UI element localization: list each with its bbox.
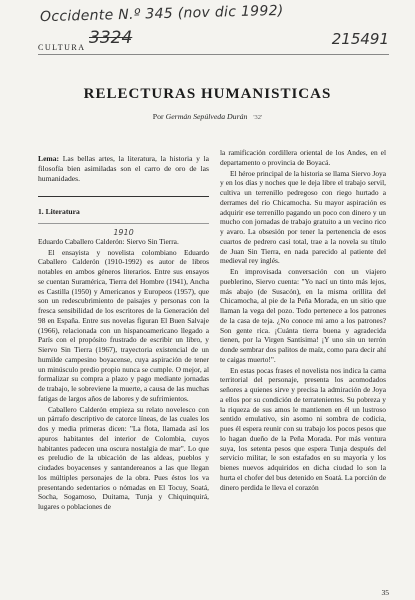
epigraph-label: Lema:: [38, 154, 60, 163]
left-column: [38, 148, 209, 512]
epigraph-text: Las bellas artes, la literatura, la historia y la filosofía bien asimiladas son el carro de oro de las humanidades.: [38, 154, 209, 183]
paragraph: El ensayista y novelista colombiano Eduardo Caballero Calderón (1910-1992) es autor de libros notables en ambos géneros literarios. Entre sus ensayos se cuentan Suramérica, Tierra del Hombre (1941), Ancha es Castilla (1950) y Americanos y Europeos (1957), que son un redescubrimiento de paisajes y personas con la fresca sensibilidad de los escritores de la Generación del 98 en España. Entre sus novelas figuran El Buen Salvaje (1966), relacionada con un hispanoamericano llegado a París con el propósito frustrado de escribir un libro, y Siervo Sin Tierra (1967), trayectoria existencial de un humilde campesino boyacense, cuya aspiración de tener un minúsculo predio propio nunca se cumple. O mejor, al formalizar su compra a plazo y pago mediante jornadas de trabajo, le sobreviene la muerte, a causa de las muchas fatigas de largos años de labores y de sufrimientos.: [38, 247, 209, 403]
byline-prefix: Por: [152, 112, 164, 121]
byline: [0, 112, 415, 121]
handwritten-reference: Occidente N.º 345 (nov dic 1992): [39, 2, 284, 26]
handwritten-note: '32': [253, 114, 263, 121]
right-column: [220, 148, 386, 492]
paragraph: la ramificación cordillera oriental de los Andes, en el departamento o provincia de Boyacá.: [220, 148, 386, 167]
section-heading: 1. Literatura: [38, 207, 80, 216]
paragraph: Caballero Calderón empieza su relato novelesco con un párrafo descriptivo de catorce líneas, de las cuales los dos y media primeras dicen: "La flota, llamada así los apuros habitantes del interior de Colombia, cuyos habitantes padecen una oscura nostalgia de mar". Lo que es preludio de la ubicación de las aldeas, pueblos y ciudades boyacenses y santandereanos a las que llegan los múltiples personajes de la obra. Pues éstos los va presentando sedentarios o nómadas en El Tocuy, Soatá, Socha, Sogamoso, Duitama, Tunja y Chiquinquirá, lugares o poblaciones de: [38, 404, 209, 511]
article-title: RELECTURAS HUMANISTICAS: [83, 86, 332, 102]
section-heading-rule: [38, 223, 209, 224]
section-rule: [38, 196, 209, 197]
epigraph: [38, 154, 209, 184]
paragraph: Eduardo Caballero Calderón: Siervo Sin Tierra.: [38, 236, 179, 246]
handwritten-code: 215491: [331, 30, 389, 48]
paragraph: En estas pocas frases el novelista nos indica la cama territorial del personaje, presenta los acomodados señores a quienes sirve y precisa la admiración de Joya a ellos por su condición de terratenientes. Su pobreza y la riqueza de sus amos le mantienen en él un lustroso sentido emulativo, sin asomo ni sombra de codicia, pues él espera reunir con su trabajo los pocos pesos que lo hagan dueño de la Peña Morada. Por más ventura suya, los setenta pesos que espera Tunja después del servicio militar, le son estafados en su mayoría y los bienes nuevos adquiridos en dicha ciudad lo son la hurta el chofer del bus detenido en Soatá. La porción de dinero perdida le lleva el corazón: [220, 365, 386, 492]
handwritten-number: 3324: [89, 28, 133, 48]
paragraph: El héroe principal de la historia se llama Siervo Joya y en los días y noches que le deja libre el trabajo servil, cultiva un terrenillo pedregoso con riego hurtado a derrames del río Chicamocha. Su mayor aspiración es adquirir ese terrenillo pagando un poco con dinero y un mucho con jornadas de trabajo gratuito a un vecino rico y avaro. La obsesión por tener la pertenencia de esos cuartos de pedrero casi total, trae a la novela su título de Juan Sin Tierra, en nada parecido al patiente del medieval rey inglés.: [220, 168, 386, 266]
author-name: Germán Sepúlveda Durán: [165, 112, 248, 121]
paragraph: En improvisada conversación con un viajero pueblerino, Siervo cuenta: "Yo nací un tinto más lejos, más abajo (de Susacón), en la misma orillita del Chicamocha, al pie de la Peña Morada, en un sitio que llaman la vega del pozo. Todo pertenece a los patrones de la casa de teja. ¿No conoce mi amo a los patrones? Son gente rica. ¡Cuánta tierra buena y agradecida tienen, por la Virgen Santísima! ¡Y uno sin un terrón donde sembrar dos palitos de maíz, como para decir ahí te caigas muerto!".: [220, 267, 386, 364]
handwritten-year: 1910: [113, 227, 134, 237]
page-number: 35: [381, 588, 389, 597]
section-label: CULTURA: [38, 43, 86, 52]
header-rule: [38, 54, 389, 55]
